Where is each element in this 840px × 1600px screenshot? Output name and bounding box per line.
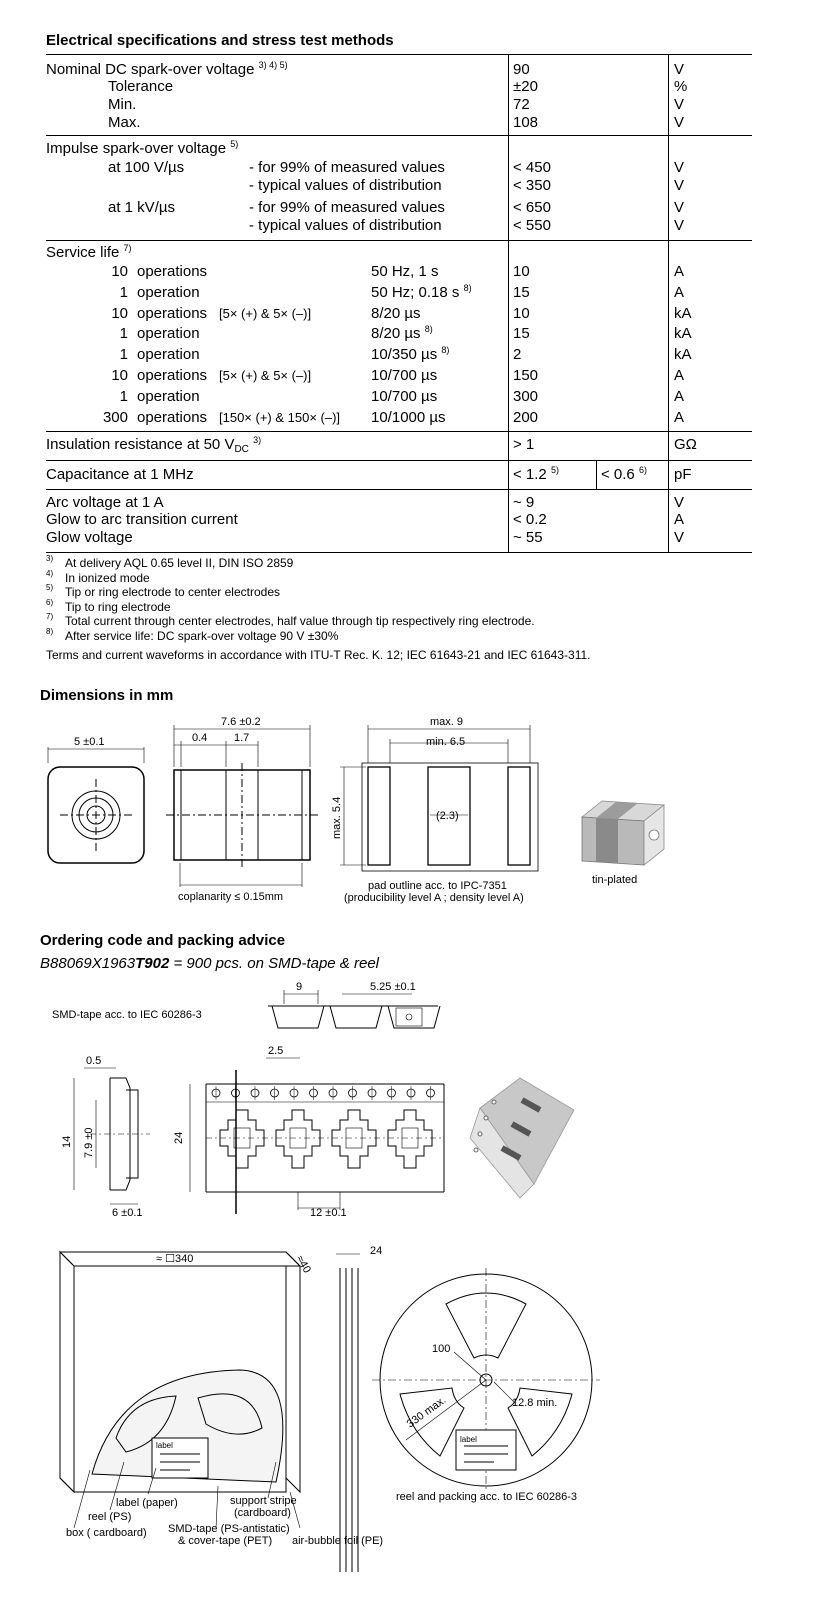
service-life-row [46, 388, 752, 406]
min-label: Min. [108, 96, 137, 113]
impulse-unit: V [674, 217, 685, 234]
impulse-desc: - for 99% of measured values [249, 199, 445, 216]
service-unit: kA [674, 305, 692, 322]
service-extra: [150× (+) & 150× (–)] [219, 410, 341, 425]
footnote-text: Tip to ring electrode [65, 599, 171, 614]
section-impulse [46, 135, 752, 240]
service-value: 2 [513, 346, 522, 363]
capacitance-value-2: < 0.6 [601, 466, 635, 483]
box-dim-label: ≈ ☐340 [156, 1253, 194, 1265]
service-value: 150 [513, 367, 539, 384]
dc-sup: 3) 4) 5) [258, 60, 288, 70]
dim-max54-label: max. 5.4 [331, 796, 343, 839]
tin-plated-label: tin-plated [592, 874, 638, 886]
service-condition: 50 Hz; 0.18 s [371, 284, 460, 301]
footnote-number: 4) [46, 568, 54, 578]
coplanarity-label: coplanarity ≤ 0.15mm [178, 891, 284, 903]
min-value: 72 [513, 96, 530, 113]
tolerance-unit: % [674, 78, 688, 95]
service-condition-sup: 8) [441, 345, 450, 355]
glow-arc-unit: A [674, 511, 685, 528]
tape-dim-6: 6 ±0.1 [112, 1207, 143, 1219]
support-stripe-callout: support stripe [230, 1495, 297, 1507]
service-condition: 8/20 µs [371, 325, 421, 342]
tape-drawing [0, 978, 840, 1228]
service-life-row [46, 325, 752, 343]
service-life-row [46, 367, 752, 385]
section-arc [46, 489, 752, 553]
impulse-desc: - for 99% of measured values [249, 159, 445, 176]
dc-value: 90 [513, 61, 530, 78]
dim-min65-label: min. 6.5 [426, 736, 466, 748]
impulse-desc: - typical values of distribution [249, 177, 442, 194]
tape-dim-24: 24 [173, 1131, 185, 1144]
min-unit: V [674, 96, 685, 113]
service-unit: A [674, 263, 685, 280]
tape-dim-9: 9 [296, 981, 303, 993]
service-sup: 7) [123, 243, 132, 253]
max-label: Max. [108, 114, 141, 131]
tape-dim-05: 0.5 [86, 1055, 102, 1067]
service-value: 10 [513, 263, 530, 280]
section-insulation [46, 431, 752, 460]
spec-table [46, 30, 752, 553]
service-unit: A [674, 284, 685, 301]
service-op: operations [137, 263, 208, 280]
service-condition: 50 Hz, 1 s [371, 263, 439, 280]
impulse-value: < 350 [513, 177, 551, 194]
smd-tape-callout: SMD-tape (PS-antistatic) [168, 1523, 290, 1535]
service-unit: A [674, 409, 685, 426]
ordering-code-part-c: = 900 pcs. on SMD-tape & reel [169, 955, 379, 972]
service-count: 1 [119, 346, 128, 363]
impulse-unit: V [674, 177, 685, 194]
section-capacitance [46, 460, 752, 489]
tape-dim-14: 14 [61, 1135, 73, 1148]
service-extra: [5× (+) & 5× (–)] [219, 306, 312, 321]
service-count: 1 [119, 284, 128, 301]
service-life-row [46, 409, 752, 427]
glow-voltage-unit: V [674, 529, 685, 546]
service-condition: 10/700 µs [371, 367, 438, 384]
service-count: 10 [111, 263, 128, 280]
tape-pocket [220, 1110, 264, 1168]
insulation-sub: DC [234, 444, 249, 455]
max-unit: V [674, 114, 685, 131]
footnote-text: After service life: DC spark-over voltage 90 V ±30% [65, 629, 339, 643]
spec-title: Electrical specifications and stress test methods [46, 32, 394, 49]
tape-pocket [276, 1110, 320, 1168]
box-depth-label: ≈40 [293, 1253, 313, 1276]
capacitance-unit: pF [674, 466, 692, 483]
service-life-row [46, 263, 752, 281]
service-op: operations [137, 305, 208, 322]
arc-unit: V [674, 494, 685, 511]
service-value: 15 [513, 325, 530, 342]
service-op: operation [137, 388, 200, 405]
tape-dim-12: 12 ±0.1 [310, 1207, 347, 1219]
service-label: Service life [46, 244, 120, 261]
terms-note: Terms and current waveforms in accordance with ITU-T Rec. K. 12; IEC 61643-21 and IEC 61643-311. [46, 648, 591, 662]
footnote-number: 3) [46, 554, 54, 563]
impulse-value: < 550 [513, 217, 551, 234]
insulation-sup: 3) [253, 435, 262, 445]
service-count: 1 [119, 325, 128, 342]
dc-unit: V [674, 61, 685, 78]
service-life-row [46, 305, 752, 323]
tape-dim-79: 7.9 ±0 [83, 1127, 95, 1158]
footnote-text: Tip or ring electrode to center electrodes [65, 585, 280, 600]
packing-drawing [0, 1232, 840, 1600]
ordering-title: Ordering code and packing advice [40, 932, 286, 949]
service-count: 10 [111, 367, 128, 384]
insulation-value: > 1 [513, 436, 535, 453]
service-value: 10 [513, 305, 530, 322]
dimensions-drawing [0, 705, 840, 910]
glow-arc-label: Glow to arc transition current [46, 511, 238, 528]
reel-label-tag: label [460, 1435, 477, 1444]
service-op: operation [137, 346, 200, 363]
impulse-unit: V [674, 159, 685, 176]
dimensions-title: Dimensions in mm [40, 687, 174, 704]
service-op: operation [137, 284, 200, 301]
tolerance-value: ±20 [513, 78, 538, 95]
glow-voltage-value: ~ 55 [513, 529, 543, 546]
service-condition: 8/20 µs [371, 305, 421, 322]
tape-note: SMD-tape acc. to IEC 60286-3 [52, 1009, 202, 1021]
max-value: 108 [513, 114, 539, 131]
footnote-number: 5) [46, 583, 54, 593]
capacitance-sup-2: 6) [638, 465, 647, 475]
dim-square-label: 5 ±0.1 [74, 736, 105, 748]
pad-outline-label: pad outline acc. to IPC-7351 [368, 880, 507, 892]
dim-max9-label: max. 9 [430, 716, 464, 728]
label-paper-callout: label (paper) [116, 1497, 178, 1509]
service-life-row [46, 346, 752, 364]
service-condition: 10/350 µs [371, 346, 438, 363]
footnote-text: Total current through center electrodes, half value through tip respectively ring electrode. [65, 614, 535, 629]
tape-pocket [332, 1110, 376, 1168]
tin-plated-part-icon [582, 801, 664, 865]
support-stripe-note: (cardboard) [234, 1507, 291, 1519]
service-op: operations [137, 367, 208, 384]
tape-dim-525: 5.25 ±0.1 [370, 981, 416, 993]
impulse-value: < 650 [513, 199, 551, 216]
service-unit: kA [674, 325, 692, 342]
footnote-text: In ionized mode [65, 570, 150, 585]
cover-tape-callout: & cover-tape (PET) [178, 1535, 273, 1547]
dim-23-label: (2.3) [436, 810, 459, 822]
reel-diameter-label: 330 max. [404, 1394, 449, 1431]
box-cardboard-callout: box ( cardboard) [66, 1527, 147, 1539]
dim-17-label: 1.7 [234, 732, 250, 744]
glow-arc-value: < 0.2 [513, 511, 547, 528]
service-count: 300 [102, 409, 128, 426]
dim-04-label: 0.4 [192, 732, 208, 744]
service-value: 200 [513, 409, 539, 426]
insulation-label: Insulation resistance at 50 V [46, 436, 235, 453]
reel-ps-callout: reel (PS) [88, 1511, 132, 1523]
service-extra: [5× (+) & 5× (–)] [219, 368, 312, 383]
impulse-sup: 5) [230, 139, 239, 149]
reel-bore-label: 12.8 min. [512, 1397, 558, 1409]
tolerance-label: Tolerance [108, 78, 174, 95]
impulse-rate: at 1 kV/µs [108, 199, 176, 216]
arc-label: Arc voltage at 1 A [46, 494, 164, 511]
service-op: operations [137, 409, 208, 426]
service-condition: 10/700 µs [371, 388, 438, 405]
footnote-number: 8) [46, 627, 54, 636]
impulse-desc: - typical values of distribution [249, 217, 442, 234]
capacitance-sup-1: 5) [550, 465, 559, 475]
footnote-text: At delivery AQL 0.65 level II, DIN ISO 2859 [65, 556, 294, 570]
glow-voltage-label: Glow voltage [46, 529, 133, 546]
service-condition: 10/1000 µs [371, 409, 446, 426]
service-value: 300 [513, 388, 539, 405]
arc-value: ~ 9 [513, 494, 535, 511]
service-life-row [46, 284, 752, 302]
tape-pocket [388, 1110, 432, 1168]
section-dc-sparkover [46, 54, 752, 135]
ordering-code-part-a: B88069X1963 [40, 955, 136, 972]
tape-3d-icon [470, 1078, 574, 1198]
service-condition-sup: 8) [463, 283, 472, 293]
impulse-value: < 450 [513, 159, 551, 176]
impulse-label: Impulse spark-over voltage [46, 140, 227, 157]
dim-length-label: 7.6 ±0.2 [221, 716, 261, 728]
impulse-unit: V [674, 199, 685, 216]
reel-width-label: 24 [370, 1245, 383, 1257]
capacitance-label: Capacitance at 1 MHz [46, 466, 194, 483]
service-count: 1 [119, 388, 128, 405]
ordering-code [40, 955, 379, 972]
footnote-number: 7) [46, 612, 54, 622]
section-service-life [46, 240, 752, 431]
service-condition-sup: 8) [424, 324, 433, 334]
pad-outline-note: (producibility level A ; density level A) [344, 892, 524, 904]
service-value: 15 [513, 284, 530, 301]
service-unit: A [674, 388, 685, 405]
ordering-code-part-b: T902 [135, 955, 170, 972]
tape-dim-25: 2.5 [268, 1045, 284, 1057]
insulation-unit: GΩ [674, 436, 697, 453]
service-unit: kA [674, 346, 692, 363]
service-count: 10 [111, 305, 128, 322]
bubble-foil-callout: air-bubble foil (PE) [292, 1535, 384, 1547]
box-label-tag: label [156, 1441, 173, 1450]
footnote-number: 6) [46, 597, 54, 607]
impulse-rate: at 100 V/µs [108, 159, 185, 176]
dc-label: Nominal DC spark-over voltage [46, 61, 255, 78]
service-op: operation [137, 325, 200, 342]
capacitance-value-1: < 1.2 [513, 466, 547, 483]
reel-packing-note: reel and packing acc. to IEC 60286-3 [396, 1491, 578, 1503]
reel-hub-label: 100 [432, 1343, 451, 1355]
service-unit: A [674, 367, 685, 384]
